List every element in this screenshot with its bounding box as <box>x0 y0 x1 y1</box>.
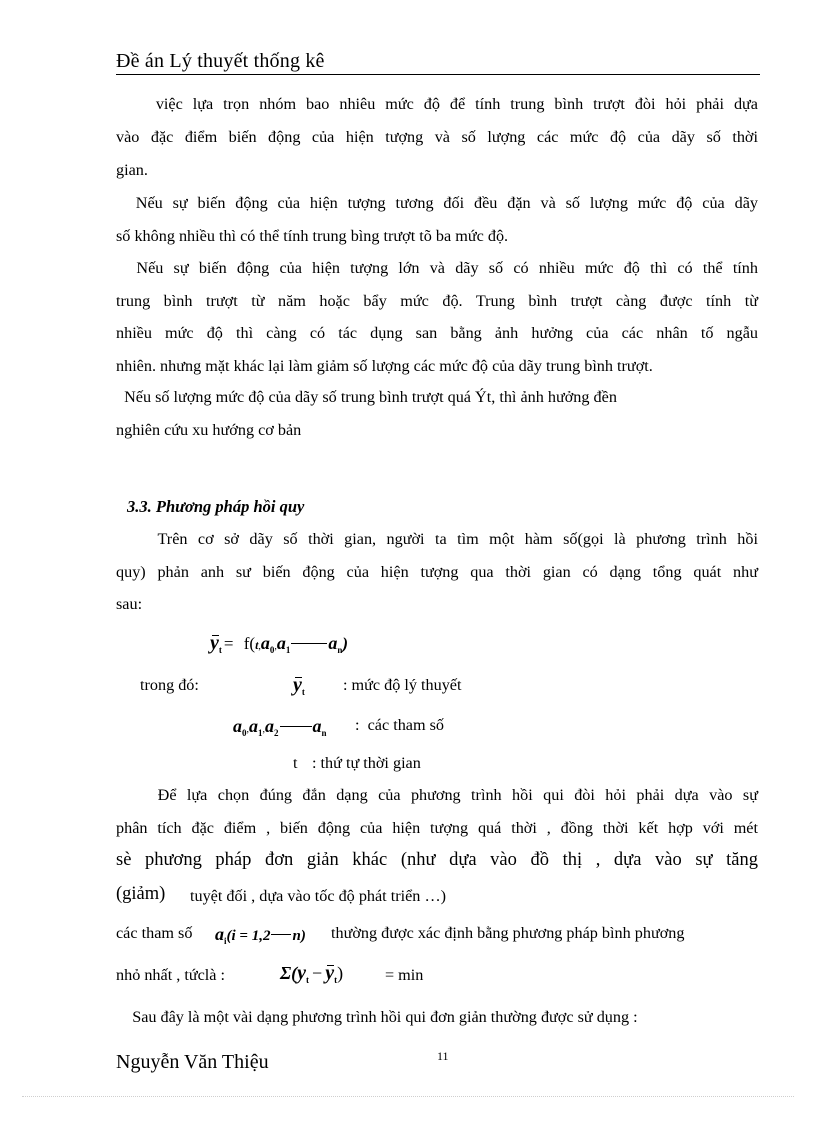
regression-formula: $y_t = f(t,a_0,a_1$ $a_n$) <box>210 632 349 655</box>
formula-a0: a <box>260 633 270 653</box>
text-line: số không nhiều thì có thể tính trung bìng trượt tõ ba mức độ. <box>116 227 509 245</box>
legend-subscript: t <box>301 687 305 697</box>
text-line: sè phương pháp đơn giản khác (như dựa vào đồ thị , dựa vào sự tăng <box>116 850 758 870</box>
formula-subscript: t <box>218 645 222 655</box>
text-line: trung bình trượt từ năm hoặc bẩy mức độ. Trung bình trượt càng được tính từ <box>116 292 758 310</box>
formula-ellipsis-line <box>291 643 327 644</box>
formula-y-bar: y <box>325 962 335 984</box>
param-subscript: i <box>224 936 227 946</box>
formula-y: y <box>297 962 307 984</box>
page-bottom-rule <box>22 1096 794 1097</box>
legend-ellipsis-line <box>280 726 312 727</box>
formula-function: f( <box>243 634 256 653</box>
legend-a2: a <box>265 716 274 736</box>
param-a: a <box>215 924 224 944</box>
text-line: tuyệt đối , dựa vào tốc độ phát triển …) <box>190 887 447 905</box>
legend-subscript: 0 <box>242 728 247 738</box>
formula-an: a <box>328 633 338 653</box>
text-line: nghiên cứu xu hướng cơ bản <box>116 421 302 439</box>
text-line: Để lựa chọn đúng đắn dạng của phương trình hồi qui đòi hỏi phải dựa vào sự <box>116 786 758 804</box>
legend-subscript: n <box>321 728 327 738</box>
formula-subscript: 1 <box>285 645 291 655</box>
text-line: gian. <box>116 161 148 179</box>
formula-minus: − <box>312 963 323 983</box>
formula-subscript: t <box>334 975 338 985</box>
param-n: n) <box>292 928 306 944</box>
legend-a-symbols: $a_0,a_1,a_2$ $a_n$ <box>233 716 327 738</box>
legend-t-symbol: t <box>293 754 298 772</box>
text-line: Nếu sự biến động của hiện tượng lớn và dãy số có nhiều mức độ thì có thể tính <box>116 259 758 277</box>
text-line: quy) phản anh sư biến động của hiện tượng qua thời gian có dạng tổng quát như <box>116 563 758 581</box>
legend-a0: a <box>233 716 242 736</box>
formula-a1: a <box>276 633 286 653</box>
text-line: (giảm) <box>116 884 166 904</box>
text-line: vào đặc điểm biến động của hiện tượng và số lượng các mức độ của dãy số thời <box>116 128 758 146</box>
page-number: 11 <box>437 1049 449 1063</box>
least-squares-formula <box>280 962 343 985</box>
formula-t-arg: t <box>255 638 259 652</box>
min-result: = min <box>385 966 424 984</box>
legend-y-symbol <box>293 674 305 697</box>
sigma-symbol: Σ( <box>280 963 298 983</box>
param-line-suffix: thường được xác định bằng phương pháp bình phương <box>331 924 685 942</box>
footer-author: Nguyễn Văn Thiệu <box>116 1051 269 1073</box>
text-line: Sau đây là một vài dạng phương trình hồi qui đơn giản thường được sử dụng : <box>116 1008 638 1026</box>
legend-subscript: 2 <box>274 728 279 738</box>
header-rule <box>116 74 760 75</box>
formula-y-bar: y <box>210 632 219 654</box>
text-line: việc lựa trọn nhóm bao nhiêu mức độ để tính trung bình trượt đòi hỏi phải dựa <box>116 95 758 113</box>
formula-subscript: t <box>306 975 310 985</box>
formula-subscript: 0 <box>269 645 275 655</box>
formula-close: ) <box>342 634 349 653</box>
param-line-prefix: các tham số <box>116 924 193 942</box>
formula-close: ) <box>337 963 344 983</box>
param-formula <box>215 924 306 946</box>
param-index-range: (i = 1,2 <box>226 928 271 944</box>
legend-y: y <box>293 674 302 696</box>
legend-subscript: 1 <box>258 728 263 738</box>
legend-a1: a <box>249 716 258 736</box>
min-line-prefix: nhỏ nhất , tứclà : <box>116 966 226 984</box>
text-line: sau: <box>116 595 143 613</box>
text-line: Nếu số lượng mức độ của dãy số trung bình trượt quá Ýt, thì ảnh hưởng đền <box>116 388 617 406</box>
text-line: nhiên. nhưng mặt khác lại làm giảm số lượng các mức độ của dãy trung bình trượt. <box>116 357 653 375</box>
text-line: Nếu sự biến động của hiện tượng tương đối đều đặn và số lượng mức độ của dãy <box>116 194 758 212</box>
text-line: Trên cơ sở dãy số thời gian, người ta tìm một hàm số(gọi là phương trình hồi <box>116 530 758 548</box>
formula-equals: = <box>223 634 234 653</box>
formula-subscript: n <box>337 645 343 655</box>
text-line: nhiều mức độ thì càng có tác dụng san bằng ảnh hưởng của các nhân tố ngẫu <box>116 324 758 342</box>
param-ellipsis-line <box>271 934 291 935</box>
section-heading: 3.3. Phương pháp hồi quy <box>127 497 305 516</box>
legend-y-description: : mức độ lý thuyết <box>343 676 462 694</box>
legend-label: trong đó: <box>140 676 199 694</box>
legend-an: a <box>312 716 322 736</box>
legend-a-description: : các tham số <box>355 716 444 734</box>
page-header-title: Đề án Lý thuyết thống kê <box>116 50 325 72</box>
text-line: phân tích đặc điểm , biến động của hiện tượng quá thời , đồng thời kết hợp với mét <box>116 819 758 837</box>
legend-t-description: : thứ tự thời gian <box>312 754 421 772</box>
